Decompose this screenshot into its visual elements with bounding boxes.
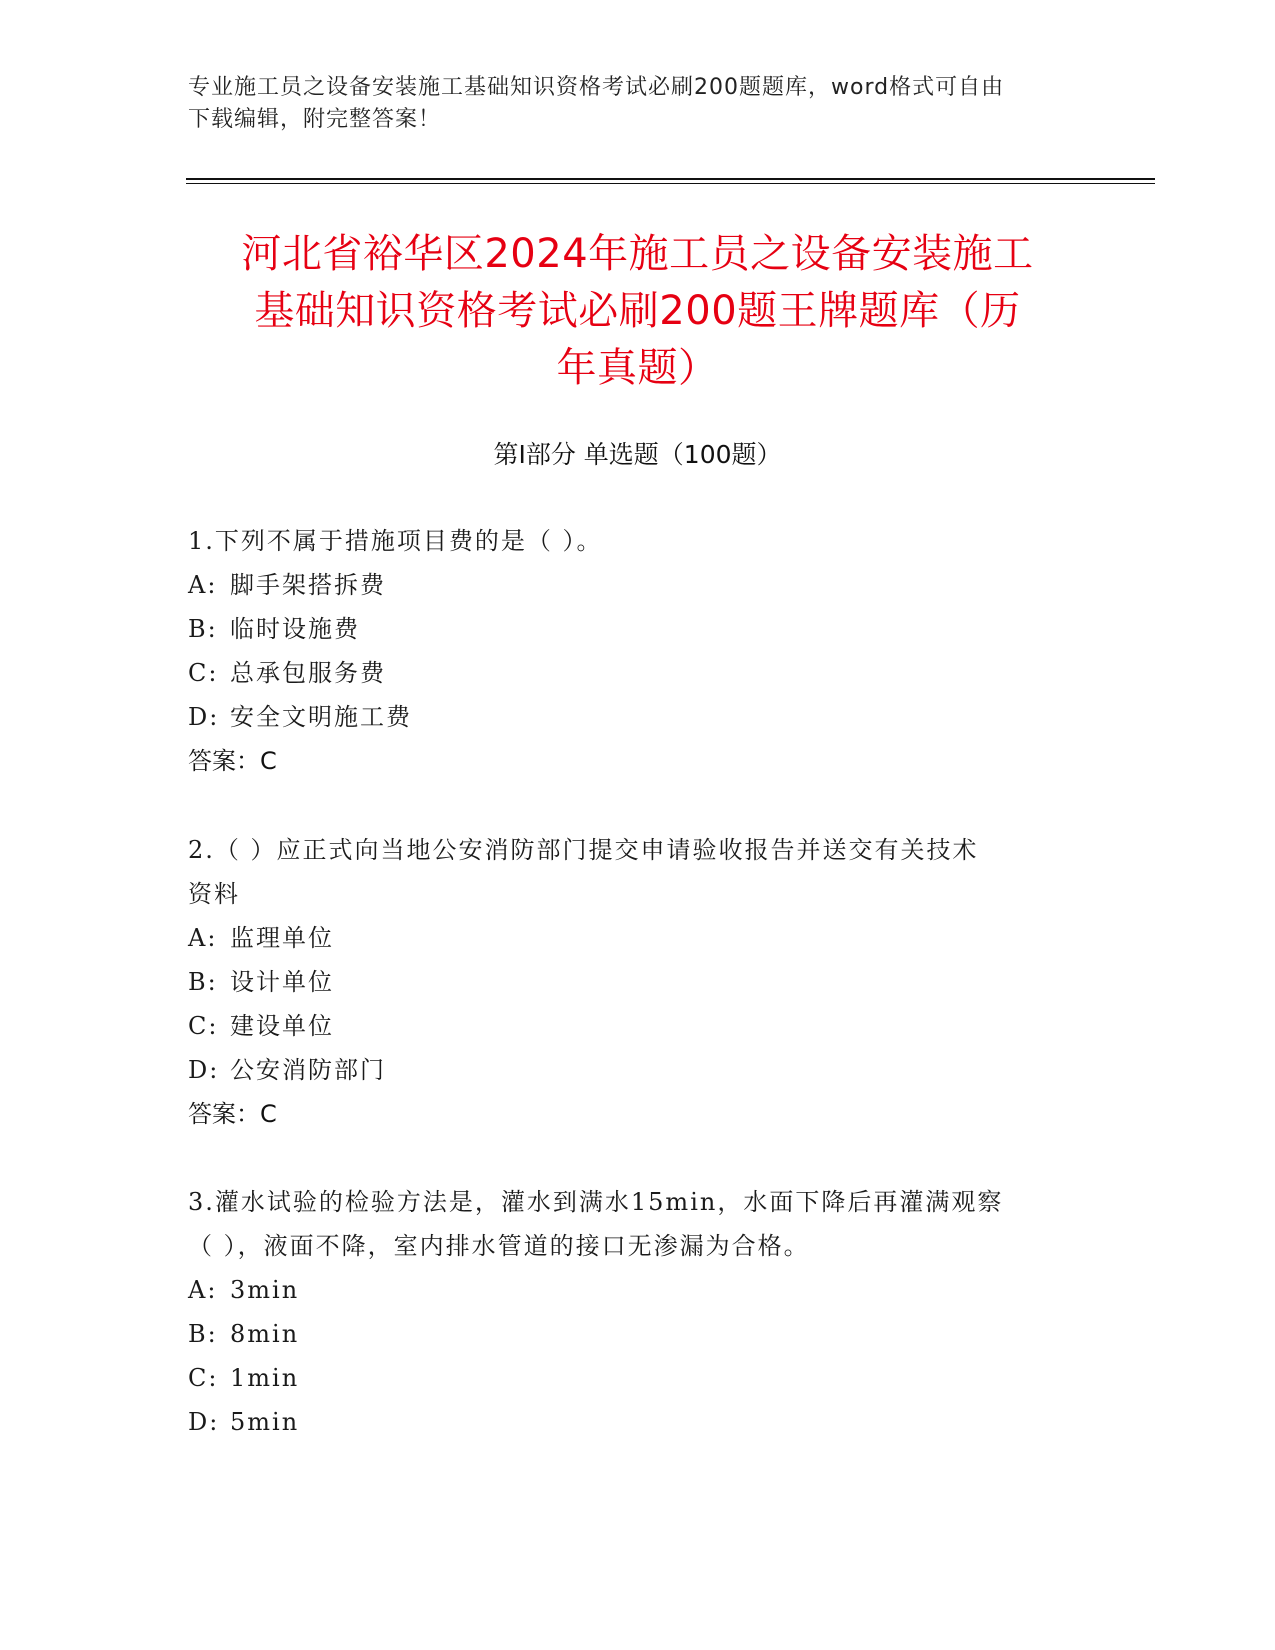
page-title-line-1: 河北省裕华区2024年施工员之设备安装施工 [241,231,1034,277]
question-3-stem-line-2: （ ），液面不降，室内排水管道的接口无渗漏为合格。 [188,1232,810,1260]
question-3-option-c [188,1361,299,1395]
question-1-option-b [188,612,360,646]
header-note [188,72,1088,136]
question-2-option-c [188,1009,334,1043]
option-text: 临时设施费 [230,615,360,643]
question-3-option-d [188,1405,299,1439]
option-text: 脚手架搭拆费 [230,571,386,599]
option-key: B: [188,1320,218,1348]
option-key: D: [188,703,220,731]
question-1-option-c [188,656,386,690]
question-2-option-b [188,965,334,999]
option-key: C: [188,1364,219,1392]
option-text: 1min [230,1364,300,1392]
option-text: 5min [230,1408,300,1436]
question-1-stem: 1.下列不属于措施项目费的是（ ）。 [188,527,603,555]
option-key: A: [188,924,218,952]
question-3-stem-line-1: 3.灌水试验的检验方法是，灌水到满水15min，水面下降后再灌满观察 [188,1188,1004,1216]
option-text: 安全文明施工费 [230,703,412,731]
option-text: 3min [230,1276,300,1304]
question-2-stem-line-2: 资料 [188,880,240,908]
option-text: 设计单位 [230,968,334,996]
question-1-option-d [188,700,412,734]
option-key: C: [188,659,219,687]
option-text: 监理单位 [230,924,334,952]
option-text: 建设单位 [230,1012,334,1040]
question-2-stem-line-1: 2.（ ）应正式向当地公安消防部门提交申请验收报告并送交有关技术 [188,836,979,864]
option-text: 公安消防部门 [230,1056,386,1084]
header-note-line-1: 专业施工员之设备安装施工基础知识资格考试必刷200题题库，word格式可自由 [188,75,1005,100]
header-divider-thin [186,183,1155,184]
option-text: 总承包服务费 [230,659,386,687]
option-text: 8min [230,1320,300,1348]
option-key: B: [188,615,218,643]
option-key: A: [188,571,218,599]
question-1-answer: 答案：C [188,747,277,775]
page-title [150,226,1125,397]
question-1-option-a [188,568,386,602]
question-2-option-a [188,921,334,955]
header-note-line-2: 下载编辑，附完整答案！ [188,107,442,132]
question-3-option-b [188,1317,299,1351]
page-title-line-3: 年真题） [556,345,719,391]
option-key: D: [188,1056,220,1084]
question-2-option-d [188,1053,386,1087]
option-key: C: [188,1012,219,1040]
page-title-line-2: 基础知识资格考试必刷200题王牌题库（历 [254,288,1021,334]
question-3-option-a [188,1273,299,1307]
section-title: 第Ⅰ部分 单选题（100题） [493,440,782,469]
option-key: D: [188,1408,220,1436]
option-key: B: [188,968,218,996]
question-2-answer: 答案：C [188,1100,277,1128]
header-divider-thick [186,178,1155,180]
option-key: A: [188,1276,218,1304]
